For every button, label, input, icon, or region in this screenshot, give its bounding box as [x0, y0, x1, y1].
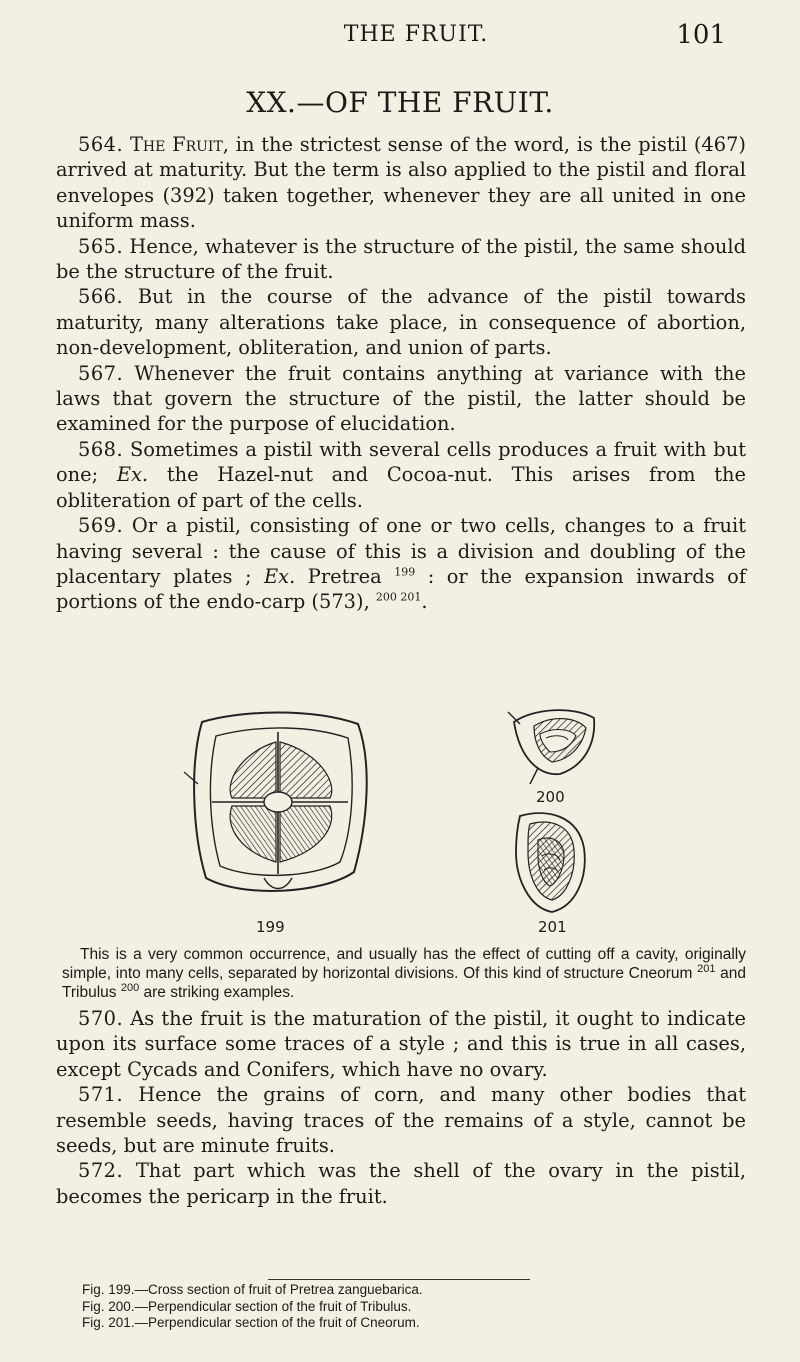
figure-caption: This is a very common occurrence, and usually has the effect of cutting off a cavity, originally simple, into many cells, separated by horizontal divisions. Of this kind of structure Cneorum $^{201}$ and Tribulus $^{200}$ are striking examples.: [62, 946, 747, 1001]
paragraph-565: 565. Hence, whatever is the structure of the pistil, the same should be the structure of the fruit.: [56, 234, 746, 284]
figure-200-label: 200: [536, 788, 565, 806]
body-text-lower: [56, 1006, 746, 1209]
footnote-fig-199: Fig. 199.—Cross section of fruit of Pretrea zanguebarica.: [82, 1282, 423, 1297]
figure-201-illustration: [508, 808, 594, 920]
figure-199-illustration: [172, 702, 384, 912]
page-number: 101: [676, 20, 726, 50]
paragraph-570: 570. As the fruit is the maturation of the pistil, it ought to indicate upon its surface some traces of a style ; and this is true in all cases, except Cycads and Conifers, which have no ovary.: [56, 1007, 746, 1081]
paragraph-569: 569. Or a pistil, consisting of one or two cells, changes to a fruit having several : the cause of this is a division and doubling of the placentary plates ; Ex. Pretrea $^{199}$ : or the expansion inwards of portions of the endo-carp (573), $^{200 201}$.: [56, 514, 746, 614]
paragraph-568: 568. Sometimes a pistil with several cells produces a fruit with but one; Ex. the Hazel-nut and Cocoa-nut. This arises from the obliteration of part of the cells.: [56, 437, 746, 512]
figure-201-label: 201: [538, 918, 567, 936]
paragraph-567: 567. Whenever the fruit contains anything at variance with the laws that govern the structure of the pistil, the latter should be examined for the purpose of elucidation.: [56, 361, 746, 436]
footnote-fig-201: Fig. 201.—Perpendicular section of the fruit of Cneorum.: [82, 1315, 420, 1330]
footnote-rule: [268, 1279, 530, 1280]
chapter-title: XX.—OF THE FRUIT.: [246, 86, 554, 119]
body-text-upper: [56, 132, 746, 615]
figure-200-illustration: [504, 704, 602, 786]
paragraph-564: 564. The Fruit, in the strictest sense of the word, is the pistil (467) arrived at maturity. But the term is also applied to the pistil and floral envelopes (392) taken together, whenever they are all united in one uniform mass.: [56, 133, 746, 233]
paragraph-571: 571. Hence the grains of corn, and many other bodies that resemble seeds, having traces of the remains of a style, cannot be seeds, but are minute fruits.: [56, 1083, 746, 1158]
footnotes: [82, 1282, 682, 1332]
paragraph-572: 572. That part which was the shell of the ovary in the pistil, becomes the pericarp in the fruit.: [56, 1159, 746, 1208]
figure-199-label: 199: [256, 918, 285, 936]
running-head: [106, 22, 726, 52]
footnote-fig-200: Fig. 200.—Perpendicular section of the fruit of Tribulus.: [82, 1298, 412, 1314]
paragraph-566: 566. But in the course of the advance of the pistil towards maturity, many alterations take place, in consequence of abortion, non-development, obliteration, and union of parts.: [56, 285, 746, 360]
running-title: THE FRUIT.: [343, 22, 489, 47]
